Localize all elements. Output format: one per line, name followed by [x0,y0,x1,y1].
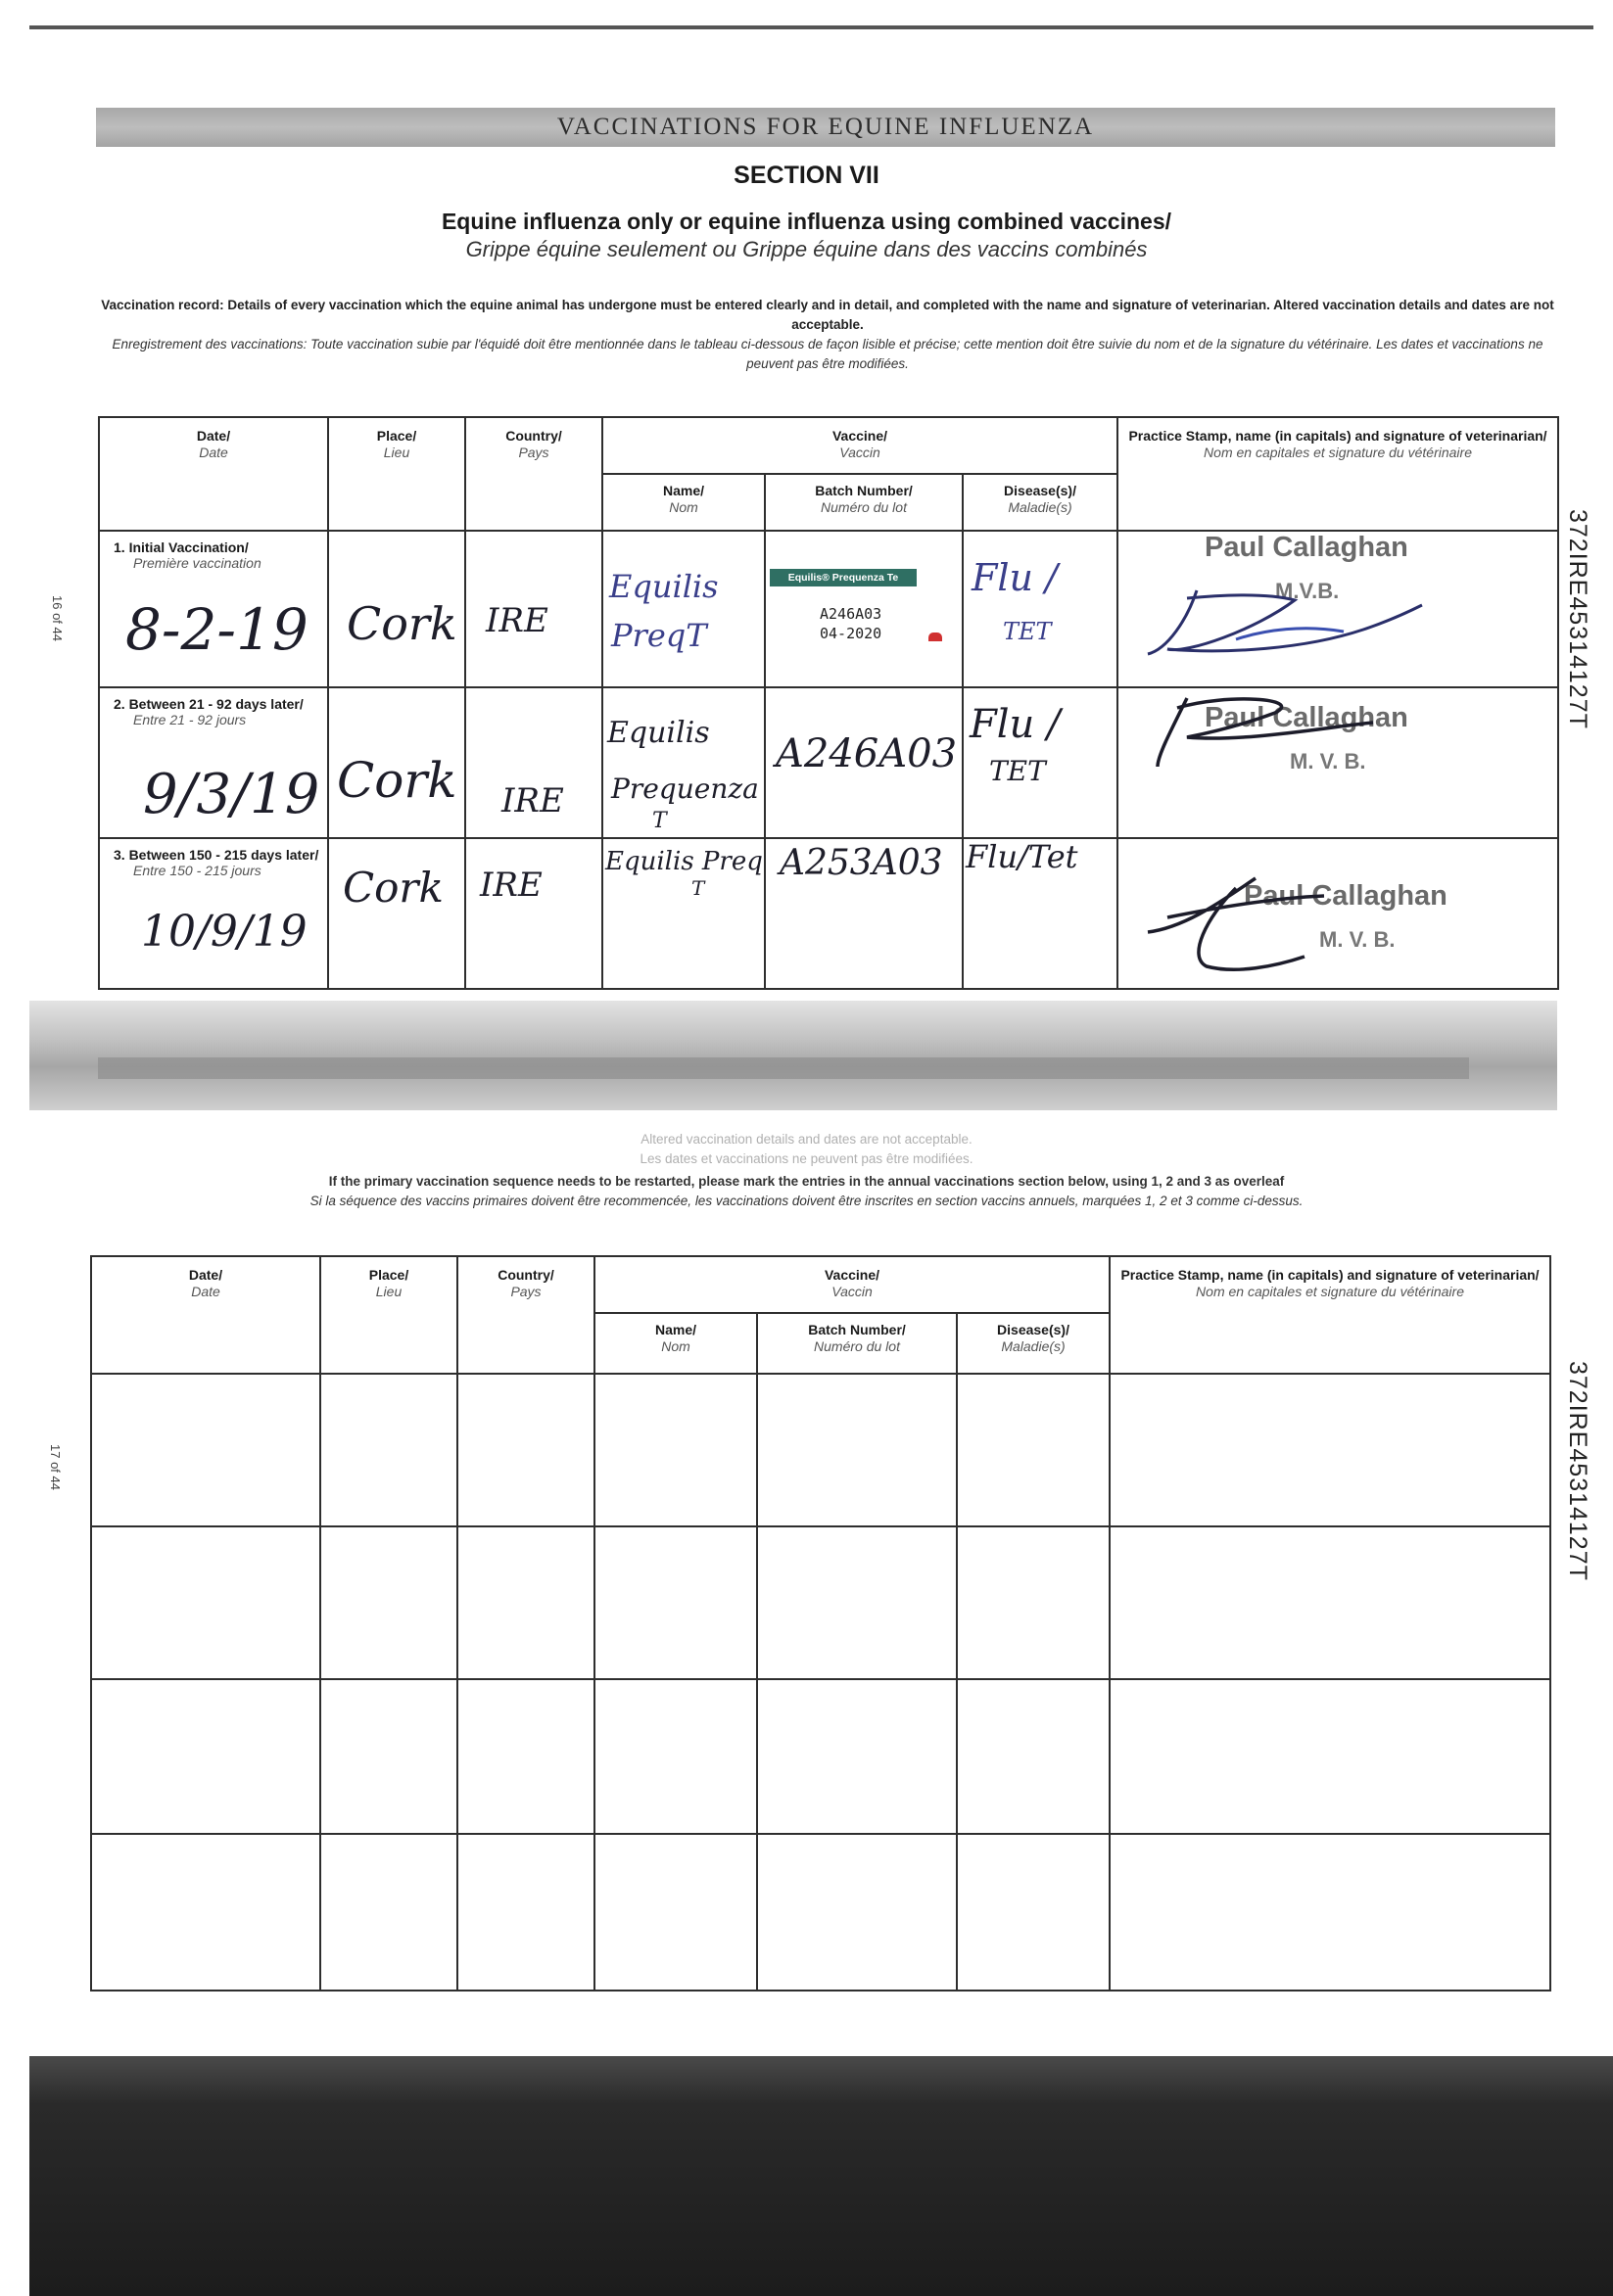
batch-cell [765,687,963,838]
header-name: Name/ Nom [594,1313,757,1374]
handwritten-place: Cork [343,864,444,912]
record-french: Enregistrement des vaccinations: Toute vaccination subie par l'équidé doit être mentionnée dans le tableau ci-dessous de façon lisible et précise; cette mention doit être suivie du nom et de la signature du vétérinaire. Les dates et vaccinations ne peuvent pas être modifiées. [112,337,1543,371]
empty-cell[interactable] [757,1374,957,1526]
vet-stamp-cell [1117,531,1558,687]
empty-cell[interactable] [320,1679,457,1834]
table-row [91,1679,1550,1834]
batch-sticker: Equilis® Prequenza Te [770,569,917,586]
subtitle-english: Equine influenza only or equine influenza using combined vaccines/ [441,209,1172,234]
faint-text-1: Altered vaccination details and dates are not acceptable. [640,1132,973,1147]
header-disease: Disease(s)/ Maladie(s) [957,1313,1110,1374]
disease-cell: Flu / TET [963,687,1117,838]
empty-cell[interactable] [957,1526,1110,1679]
subtitle-french: Grippe équine seulement ou Grippe équine dans des vaccins combinés [465,237,1148,261]
place-cell [328,687,465,838]
empty-cell[interactable] [320,1526,457,1679]
header-date: Date/ Date [91,1256,320,1374]
vet-signature-icon [1128,688,1383,796]
table-row [99,687,1558,838]
header-disease: Disease(s)/ Maladie(s) [963,474,1117,531]
section-title: SECTION VII [734,162,879,189]
page-number-bottom: 17 of 44 [48,1444,63,1490]
header-batch: Batch Number/ Numéro du lot [765,474,963,531]
handwritten-country: IRE [501,781,564,820]
handwritten-disease: Flu / [972,556,1058,599]
batch-cell [765,531,963,687]
batch-number: A246A03 [820,605,882,623]
batch-cell [765,838,963,989]
date-cell: 1. Initial Vaccination/ Première vaccination 8-2-19 [99,531,328,687]
page-number-top: 16 of 44 [50,595,65,641]
empty-cell[interactable] [594,1374,757,1526]
side-identifier-top: 372IRE45314127T [1564,509,1591,729]
handwritten-country: IRE [480,866,543,905]
empty-cell[interactable] [457,1526,594,1679]
country-cell [465,531,602,687]
empty-cell[interactable] [757,1834,957,1991]
vet-stamp-title: M. V. B. [1319,927,1396,952]
empty-cell[interactable] [757,1679,957,1834]
restart-note-english: If the primary vaccination sequence needs to be restarted, please mark the entries in the annual vaccinations section below, using 1, 2 and 3 as overleaf [328,1174,1285,1189]
empty-cell[interactable] [957,1679,1110,1834]
side-identifier-bottom: 372IRE45314127T [1564,1361,1591,1581]
header-place: Place/ Lieu [320,1256,457,1374]
header-batch: Batch Number/ Numéro du lot [757,1313,957,1374]
vaccine-name-cell: Equilis PreqT [602,531,765,687]
header-name: Name/ Nom [602,474,765,531]
handwritten-disease: Flu / [970,702,1061,747]
place-cell [328,531,465,687]
record-instructions [98,296,1557,374]
header-vaccine: Vaccine/ Vaccin [602,417,1117,474]
place-cell [328,838,465,989]
vet-stamp-cell [1117,838,1558,989]
vet-stamp-name: Paul Callaghan [1205,702,1408,733]
vet-stamp-cell [1117,687,1558,838]
empty-cell[interactable] [1110,1526,1550,1679]
empty-cell[interactable] [1110,1834,1550,1991]
country-cell [465,838,602,989]
vaccine-name-cell: Equilis Prequenza T [602,687,765,838]
handwritten-batch: A246A03 [776,731,958,776]
empty-cell[interactable] [457,1679,594,1834]
empty-cell[interactable] [594,1526,757,1679]
empty-cell[interactable] [594,1679,757,1834]
country-cell [465,687,602,838]
batch-sticker-mark-icon [928,633,942,641]
empty-cell[interactable] [757,1526,957,1679]
empty-cell[interactable] [1110,1374,1550,1526]
handwritten-country: IRE [486,601,548,640]
empty-cell[interactable] [957,1834,1110,1991]
scan-top-border [29,25,1593,29]
empty-cell[interactable] [91,1526,320,1679]
vet-signature-icon [1128,561,1442,669]
empty-cell[interactable] [1110,1679,1550,1834]
vet-stamp-name: Paul Callaghan [1244,880,1447,912]
empty-cell[interactable] [91,1374,320,1526]
empty-cell[interactable] [91,1834,320,1991]
handwritten-batch: A253A03 [780,843,943,883]
restart-note-french: Si la séquence des vaccins primaires doivent être recommencée, les vaccinations doivent être inscrites en section vaccins annuels, marquées 1, 2 et 3 comme ci-dessus. [309,1194,1304,1208]
handwritten-date: 8-2-19 [125,596,308,663]
scan-dark-band [29,2056,1613,2296]
header-country: Country/ Pays [457,1256,594,1374]
handwritten-vaccine-name: Equilis Preq [605,847,763,876]
handwritten-place: Cork [337,752,457,809]
empty-cell[interactable] [320,1374,457,1526]
disease-cell [963,838,1117,989]
header-place: Place/ Lieu [328,417,465,531]
header-country: Country/ Pays [465,417,602,531]
table-row [91,1374,1550,1526]
record-english: Details of every vaccination which the equine animal has undergone must be entered clearly and in detail, and completed with the name and signature of veterinarian. Altered vaccination details and dates are not acceptable. [227,298,1554,332]
table-row [99,838,1558,989]
annual-vaccination-table [90,1255,1551,1991]
table-row [91,1526,1550,1679]
batch-expiry: 04-2020 [820,625,882,642]
empty-cell[interactable] [457,1374,594,1526]
vet-stamp-name: Paul Callaghan [1205,532,1408,563]
handwritten-disease: Flu/Tet [966,838,1078,875]
faint-text-2: Les dates et vaccinations ne peuvent pas être modifiées. [640,1151,973,1166]
date-cell: 2. Between 21 - 92 days later/ Entre 21 - 92 jours 9/3/19 [99,687,328,838]
header-vaccine: Vaccine/ Vaccin [594,1256,1110,1313]
header-vet: Practice Stamp, name (in capitals) and signature of veterinarian/ Nom en capitales et signature du vétérinaire [1110,1256,1550,1374]
table-row [91,1834,1550,1991]
handwritten-place: Cork [347,597,457,650]
vaccine-name-cell: Equilis Preq T [602,838,765,989]
handwritten-date: 9/3/19 [143,763,320,826]
table-row [99,531,1558,687]
header-vet: Practice Stamp, name (in capitals) and signature of veterinarian/ Nom en capitales et signature du vétérinaire [1117,417,1558,531]
empty-cell[interactable] [457,1834,594,1991]
scan-grey-band [29,1001,1557,1110]
vet-stamp-title: M. V. B. [1290,749,1366,773]
handwritten-date: 10/9/19 [141,907,308,957]
empty-cell[interactable] [594,1834,757,1991]
handwritten-vaccine-name: Equilis [607,716,710,750]
empty-cell[interactable] [320,1834,457,1991]
primary-vaccination-table [98,416,1559,990]
empty-cell[interactable] [91,1679,320,1834]
handwritten-vaccine-name: Equilis [609,568,719,605]
disease-cell: Flu / TET [963,531,1117,687]
section-band-title: VACCINATIONS FOR EQUINE INFLUENZA [96,108,1555,147]
record-label: Vaccination record: [101,298,224,312]
date-cell: 3. Between 150 - 215 days later/ Entre 150 - 215 jours 10/9/19 [99,838,328,989]
vet-signature-icon [1128,859,1344,986]
header-date: Date/ Date [99,417,328,531]
empty-cell[interactable] [957,1374,1110,1526]
vet-stamp-title: M.V.B. [1275,579,1340,603]
